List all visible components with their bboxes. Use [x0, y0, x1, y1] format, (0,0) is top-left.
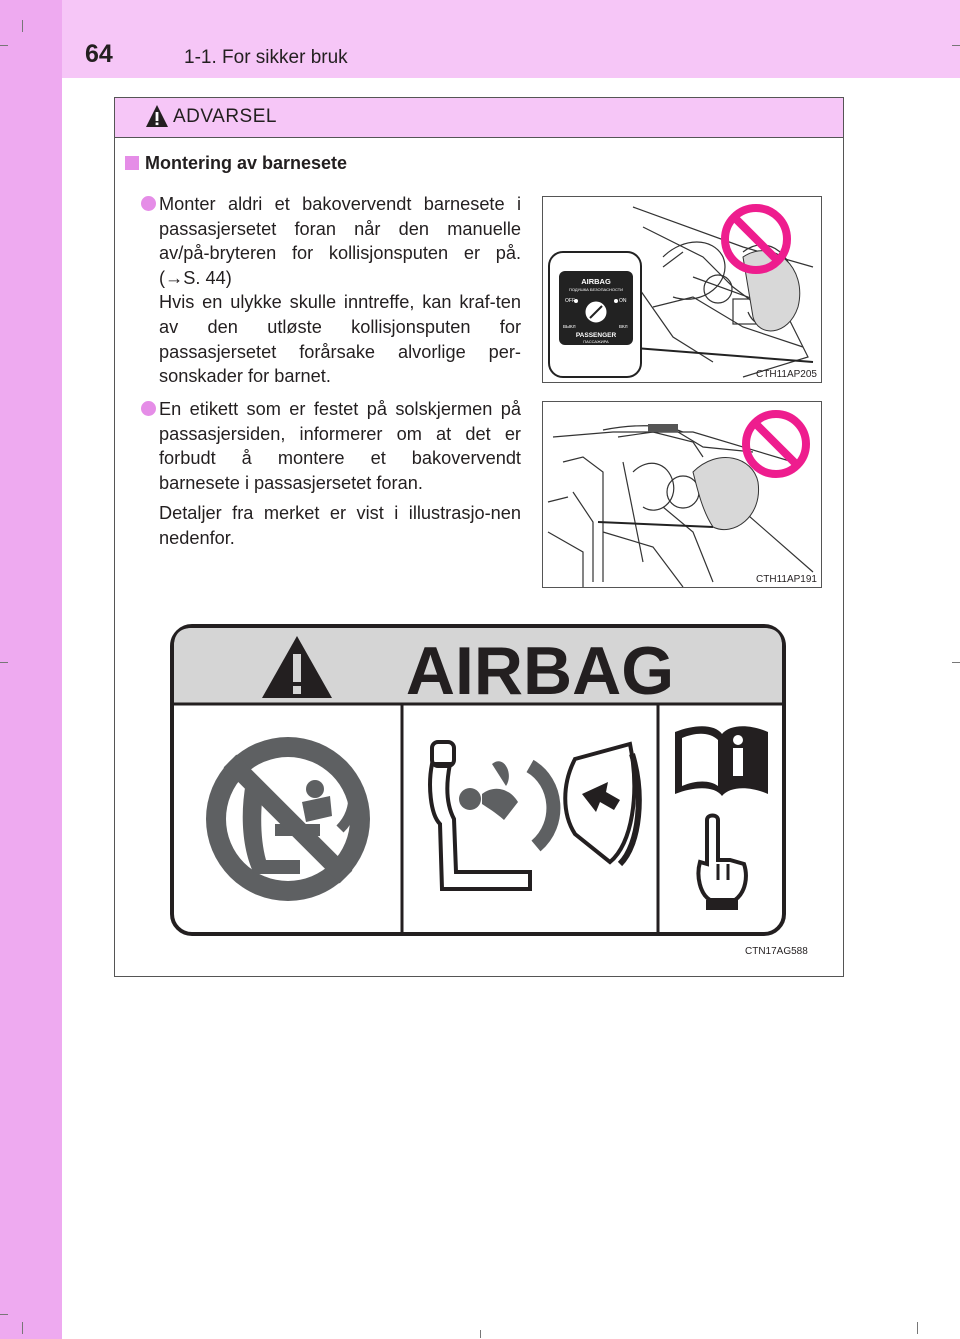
subheading-text: Montering av barnesete: [145, 153, 348, 173]
bullet-extra: Detaljer fra merket er vist i illustrasjo-nen nedenfor.: [159, 503, 521, 548]
label-title: AIRBAG: [405, 633, 675, 709]
warning-title: ADVARSEL: [173, 106, 277, 127]
circle-bullet-icon: [141, 401, 156, 416]
no-entry-icon: [746, 414, 806, 474]
bullet-text: En etikett som er festet på solskjermen på passasjersiden, informerer om at det er forbudt å montere et bakovervendt barnesete i passasjersetet foran.: [159, 399, 521, 493]
book-info-icon: [675, 726, 768, 796]
page-number: 64: [85, 40, 113, 68]
switch-on-ru: ВКЛ: [619, 324, 628, 329]
circle-bullet-icon: [141, 196, 156, 211]
illustration-sun-visor-label: [542, 401, 822, 588]
crop-mark: [952, 45, 960, 46]
switch-on: ON: [619, 298, 627, 304]
no-rear-facing-seat-icon: [206, 737, 370, 901]
crop-mark: [952, 662, 960, 663]
switch-passenger: PASSENGER: [575, 332, 617, 339]
section-title: 1-1. For sikker bruk: [184, 47, 348, 68]
airbag-switch-icon: [549, 252, 641, 377]
square-bullet-icon: [125, 156, 139, 170]
switch-title: AIRBAG: [581, 277, 611, 286]
illustration-airbag-switch: [542, 196, 822, 383]
crop-mark: [0, 45, 8, 46]
crop-mark: [480, 1330, 481, 1338]
bullet-item: [141, 192, 521, 389]
figure-code: CTH11AP191: [756, 574, 817, 585]
switch-subtitle: ПОДУШКА БЕЗОПАСНОСТИ: [568, 287, 624, 292]
bullet-extra: Hvis en ulykke skulle inntreffe, kan kraf-ten av den utløste kollisjonsputen for passasjersetet forårsake alvorlige per-sonskader for barnet.: [159, 292, 521, 387]
airbag-warning-label: [170, 624, 790, 940]
switch-off: OFF: [565, 298, 575, 304]
crop-mark: [22, 1322, 23, 1334]
switch-passenger-ru: ПАССАЖИРА: [583, 339, 609, 344]
bullet-text: Monter aldri et bakovervendt barnesete i passasjersetet foran når den manuelle av/på-bryteren for kollisjonsputen er på. (→S. 44): [159, 194, 521, 288]
crop-mark: [917, 1322, 918, 1334]
crop-mark: [22, 20, 23, 32]
warning-triangle-icon: [145, 104, 169, 128]
switch-off-ru: ВЫКЛ: [563, 324, 576, 329]
figure-code: CTN17AG588: [745, 946, 808, 957]
figure-code: CTH11AP205: [756, 369, 817, 380]
warning-box: [114, 97, 844, 977]
side-band: [0, 0, 62, 1339]
subheading: [125, 153, 347, 174]
warning-header: [115, 98, 843, 138]
crop-mark: [0, 1314, 8, 1315]
bullet-item: [141, 397, 521, 551]
crop-mark: [0, 662, 8, 663]
